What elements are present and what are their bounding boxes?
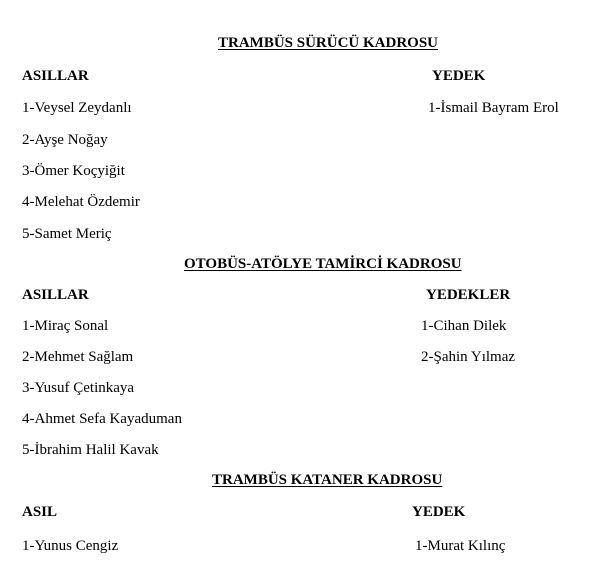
main-heading: ASILLAR — [22, 68, 89, 84]
reserve-heading: YEDEK — [432, 68, 486, 84]
section-title-trambus-kataner: TRAMBÜS KATANER KADROSU — [212, 472, 443, 488]
main-member: 1-Miraç Sonal — [22, 318, 109, 334]
main-member: 3-Yusuf Çetinkaya — [22, 380, 135, 396]
reserve-member: 1-Cihan Dilek — [421, 318, 507, 334]
reserve-heading: YEDEKLER — [426, 287, 511, 303]
reserve-member: 1-Murat Kılınç — [415, 538, 506, 554]
reserve-member: 2-Şahin Yılmaz — [421, 349, 516, 365]
main-member: 3-Ömer Koçyiğit — [22, 163, 125, 179]
main-member: 2-Ayşe Noğay — [22, 132, 108, 148]
reserve-member: 1-İsmail Bayram Erol — [428, 100, 559, 116]
main-heading: ASILLAR — [22, 287, 89, 303]
main-member: 1-Yunus Cengiz — [22, 538, 119, 554]
main-member: 1-Veysel Zeydanlı — [22, 100, 132, 116]
main-member: 5-Samet Meriç — [22, 226, 112, 242]
section-title-trambus-surucu: TRAMBÜS SÜRÜCÜ KADROSU — [218, 35, 439, 51]
main-heading: ASIL — [22, 504, 58, 520]
main-member: 4-Ahmet Sefa Kayaduman — [22, 411, 182, 427]
section-title-otobus-atolye: OTOBÜS-ATÖLYE TAMİRCİ KADROSU — [184, 256, 462, 272]
main-member: 5-İbrahim Halil Kavak — [22, 442, 159, 458]
main-member: 4-Melehat Özdemir — [22, 194, 140, 210]
reserve-heading: YEDEK — [412, 504, 466, 520]
main-member: 2-Mehmet Sağlam — [22, 349, 134, 365]
